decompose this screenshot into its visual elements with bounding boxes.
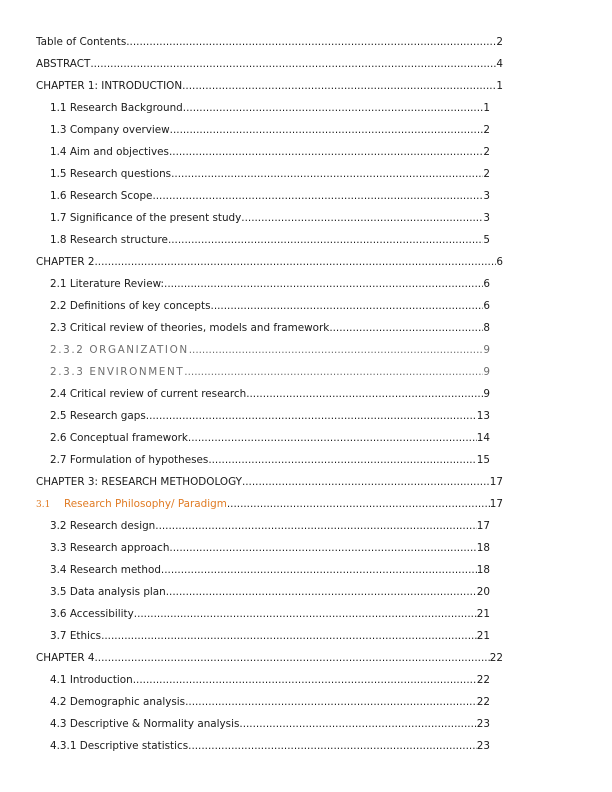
- toc-entry-chapter-4[interactable]: [36, 650, 503, 666]
- toc-entry-page: 17: [489, 498, 503, 510]
- toc-entry-3-5[interactable]: [50, 584, 490, 600]
- toc-entry-page: 1: [496, 80, 503, 92]
- toc-entry-page: 2: [483, 168, 490, 180]
- toc-entry-4-2[interactable]: [50, 694, 490, 710]
- dot-leader: [126, 34, 496, 50]
- toc-entry-label: CHAPTER 3: RESEARCH METHODOLOGY: [36, 476, 242, 488]
- toc-entry-page: 14: [476, 432, 490, 444]
- toc-entry-page: 18: [476, 564, 490, 576]
- toc-entry-label: 3.2 Research design: [50, 520, 156, 532]
- toc-entry-page: 2: [483, 146, 490, 158]
- toc-entry-chapter-1[interactable]: [36, 78, 503, 94]
- toc-entry-3-3[interactable]: [50, 540, 490, 556]
- dot-leader: [169, 540, 476, 556]
- toc-entry-page: 23: [476, 718, 490, 730]
- toc-entry-label: 1.7 Significance of the present study: [50, 212, 242, 224]
- toc-entry-label: 1.3 Company overview: [50, 124, 170, 136]
- dot-leader: [166, 584, 477, 600]
- toc-entry-label: 2.1 Literature Review:: [50, 278, 165, 290]
- toc-entry-2-7[interactable]: [50, 452, 490, 468]
- toc-entry-1-1[interactable]: [50, 100, 490, 116]
- toc-entry-page: 2: [496, 36, 503, 48]
- toc-entry-label: 2.7 Formulation of hypotheses: [50, 454, 209, 466]
- toc-entry-label: 3.6 Accessibility: [50, 608, 134, 620]
- toc-entry-1-8[interactable]: [50, 232, 490, 248]
- toc-entry-label: 3.7 Ethics: [50, 630, 102, 642]
- dot-leader: [185, 694, 477, 710]
- toc-entry-label: 2.3.2 ORGANIZATION: [50, 344, 189, 356]
- dot-leader: [134, 606, 477, 622]
- toc-entry-1-4[interactable]: [50, 144, 490, 160]
- toc-entry-4-1[interactable]: [50, 672, 490, 688]
- toc-entry-label: 4.3.1 Descriptive statistics: [50, 740, 189, 752]
- toc-entry-page: 6: [496, 256, 503, 268]
- toc-entry-1-7[interactable]: [50, 210, 490, 226]
- toc-entry-label: 3.3 Research approach: [50, 542, 170, 554]
- dot-leader: [184, 364, 483, 380]
- toc-entry-abstract[interactable]: [36, 56, 503, 72]
- toc-entry-label: CHAPTER 1: INTRODUCTION: [36, 80, 183, 92]
- toc-entry-label: 2.3.3 ENVIRONMENT: [50, 366, 185, 378]
- toc-entry-page: 18: [476, 542, 490, 554]
- dot-leader: [169, 144, 483, 160]
- dot-leader: [155, 518, 477, 534]
- toc-entry-text: Research Philosophy/ Paradigm: [64, 498, 227, 510]
- dot-leader: [329, 320, 483, 336]
- toc-entry-3-6[interactable]: [50, 606, 490, 622]
- toc-entry-4-3-1[interactable]: [50, 738, 490, 754]
- toc-entry-page: 8: [483, 322, 490, 334]
- toc-entry-page: 21: [476, 608, 490, 620]
- toc-entry-label: 4.2 Demographic analysis: [50, 696, 186, 708]
- toc-entry-label: Table of Contents: [36, 36, 127, 48]
- toc-entry-page: 22: [476, 674, 490, 686]
- toc-entry-label: 1.1 Research Background: [50, 102, 183, 114]
- dot-leader: [164, 276, 483, 292]
- dot-leader: [189, 342, 484, 358]
- dot-leader: [246, 386, 483, 402]
- toc-entry-2-6[interactable]: [50, 430, 490, 446]
- toc-entry-page: 22: [489, 652, 503, 664]
- dot-leader: [101, 628, 477, 644]
- toc-entry-3-2[interactable]: [50, 518, 490, 534]
- dot-leader: [170, 122, 484, 138]
- dot-leader: [182, 78, 496, 94]
- toc-entry-2-4[interactable]: [50, 386, 490, 402]
- toc-entry-page: 9: [483, 388, 490, 400]
- toc-entry-chapter-3[interactable]: [36, 474, 503, 490]
- dot-leader: [171, 166, 483, 182]
- toc-entry-label: 3.5 Data analysis plan: [50, 586, 166, 598]
- dot-leader: [211, 298, 484, 314]
- toc-entry-page: 20: [476, 586, 490, 598]
- toc-entry-label: 2.2 Definitions of key concepts: [50, 300, 211, 312]
- toc-entry-page: 9: [483, 344, 490, 356]
- toc-entry-2-3[interactable]: [50, 320, 490, 336]
- toc-entry-page: 22: [476, 696, 490, 708]
- toc-entry-chapter-2[interactable]: [36, 254, 503, 270]
- dot-leader: [241, 210, 483, 226]
- toc-entry-page: 3: [483, 190, 490, 202]
- toc-entry-page: 5: [483, 234, 490, 246]
- toc-entry-2-1[interactable]: [50, 276, 490, 292]
- toc-entry-4-3[interactable]: [50, 716, 490, 732]
- dot-leader: [90, 56, 496, 72]
- toc-entry-label: 3.4 Research method: [50, 564, 161, 576]
- dot-leader: [146, 408, 477, 424]
- toc-entry-page: 9: [483, 366, 490, 378]
- toc-entry-2-3-2[interactable]: [50, 342, 490, 358]
- toc-entry-page: 2: [483, 124, 490, 136]
- toc-entry-3-7[interactable]: [50, 628, 490, 644]
- toc-entry-label: 1.8 Research structure: [50, 234, 168, 246]
- dot-leader: [227, 496, 490, 512]
- toc-entry-label: 2.4 Critical review of current research: [50, 388, 247, 400]
- dot-leader: [95, 650, 490, 666]
- dot-leader: [239, 716, 476, 732]
- toc-entry-page: 13: [476, 410, 490, 422]
- toc-entry-label: 2.3 Critical review of theories, models and framework: [50, 322, 330, 334]
- toc-entry-1-6[interactable]: [50, 188, 490, 204]
- toc-entry-page: 23: [476, 740, 490, 752]
- toc-entry-label: CHAPTER 4: [36, 652, 95, 664]
- toc-entry-label: ABSTRACT: [36, 58, 91, 70]
- toc-entry-page: 6: [483, 300, 490, 312]
- toc-entry-label: 1.5 Research questions: [50, 168, 172, 180]
- toc-entry-page: 21: [476, 630, 490, 642]
- toc-entry-3-1[interactable]: [36, 496, 503, 512]
- dot-leader: [168, 232, 483, 248]
- toc-entry-page: 15: [476, 454, 490, 466]
- toc-entry-label: 2.5 Research gaps: [50, 410, 146, 422]
- toc-entry-1-5[interactable]: [50, 166, 490, 182]
- dot-leader: [188, 738, 477, 754]
- dot-leader: [208, 452, 476, 468]
- toc-entry-page: 17: [476, 520, 490, 532]
- dot-leader: [161, 562, 477, 578]
- toc-entry-label: CHAPTER 2: [36, 256, 95, 268]
- dot-leader: [152, 188, 483, 204]
- toc-entry-label: 4.1 Introduction: [50, 674, 133, 686]
- dot-leader: [95, 254, 497, 270]
- toc-entry-page: 17: [489, 476, 503, 488]
- toc-entry-label: 1.4 Aim and objectives: [50, 146, 169, 158]
- dot-leader: [183, 100, 484, 116]
- dot-leader: [242, 474, 490, 490]
- toc-entry-1-3[interactable]: [50, 122, 490, 138]
- toc-entry-page: 6: [483, 278, 490, 290]
- toc-entry-label: 4.3 Descriptive & Normality analysis: [50, 718, 240, 730]
- dot-leader: [188, 430, 477, 446]
- toc-entry-page: 3: [483, 212, 490, 224]
- toc-entry-page: 1: [483, 102, 490, 114]
- toc-entry-label: 2.6 Conceptual framework: [50, 432, 188, 444]
- toc-entry-3-4[interactable]: [50, 562, 490, 578]
- toc-entry-page: 4: [496, 58, 503, 70]
- toc-entry-number: 3.1: [36, 500, 51, 510]
- dot-leader: [133, 672, 477, 688]
- toc-entry-table-of-contents[interactable]: [36, 34, 503, 50]
- toc-entry-2-3-3[interactable]: [50, 364, 490, 380]
- toc-entry-label: [36, 496, 227, 512]
- toc-entry-2-5[interactable]: [50, 408, 490, 424]
- toc-entry-label: 1.6 Research Scope: [50, 190, 153, 202]
- toc-entry-2-2[interactable]: [50, 298, 490, 314]
